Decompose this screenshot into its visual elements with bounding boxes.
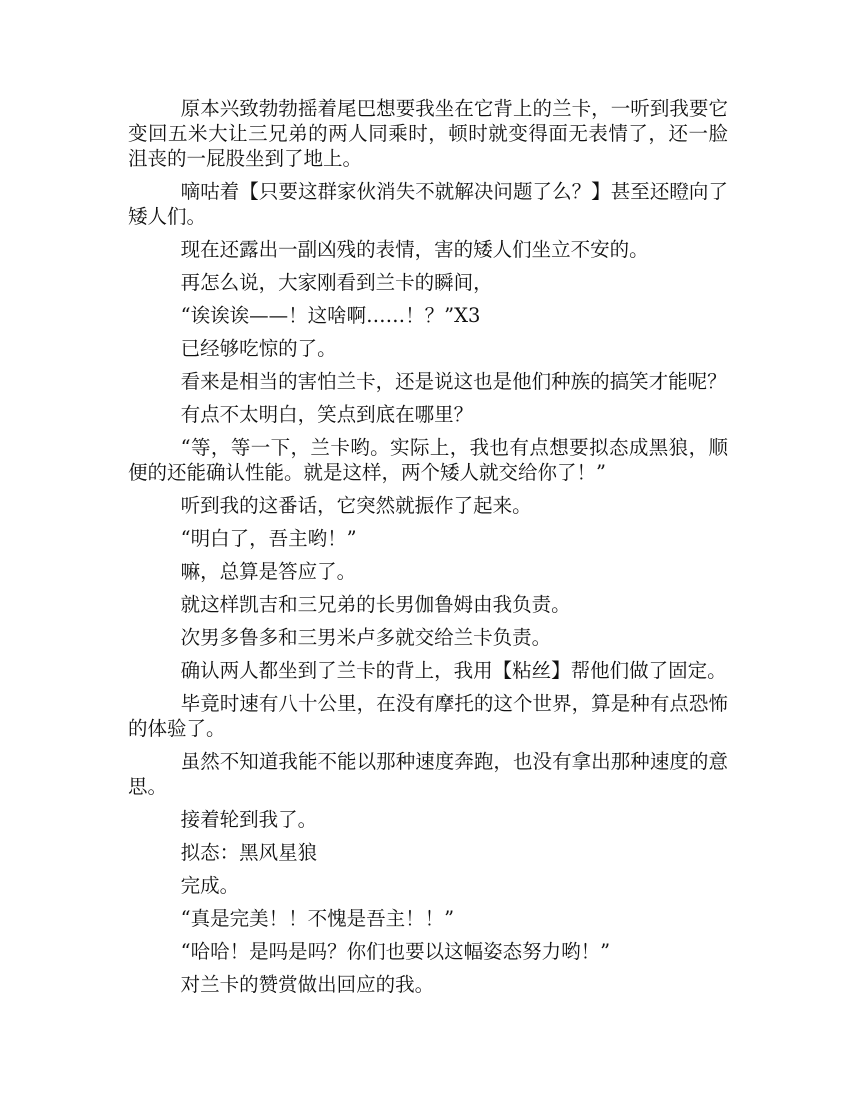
paragraph-7: 看来是相当的害怕兰卡，还是说这也是他们种族的搞笑才能呢？ (180, 370, 727, 393)
paragraph-16: 毕竟时速有八十公里，在没有摩托的这个世界，算是种有点恐怖的体验了。 (128, 692, 728, 740)
paragraph-5: “诶诶诶——！这啥啊……！？”X3 (180, 304, 481, 327)
paragraph-9: “等，等一下，兰卡哟。实际上，我也有点想要拟态成黑狼，顺便的还能确认性能。就是这样，两个矮人就交给你了！” (128, 436, 728, 484)
paragraph-4: 再怎么说，大家刚看到兰卡的瞬间， (180, 271, 493, 294)
paragraph-1: 原本兴致勃勃摇着尾巴想要我坐在它背上的兰卡，一听到我要它变回五米大让三兄弟的两人同乘时，顿时就变得面无表情了，还一脸沮丧的一屁股坐到了地上。 (128, 97, 728, 170)
paragraph-21: “真是完美！！不愧是吾主！！” (180, 907, 455, 930)
paragraph-15: 确认两人都坐到了兰卡的背上，我用【粘丝】帮他们做了固定。 (180, 659, 727, 682)
paragraph-18: 接着轮到我了。 (180, 808, 318, 831)
paragraph-8: 有点不太明白，笑点到底在哪里？ (180, 403, 474, 426)
paragraph-10: 听到我的这番话，它突然就振作了起来。 (180, 494, 532, 517)
body-text (128, 96, 728, 1005)
paragraph-17: 虽然不知道我能不能以那种速度奔跑，也没有拿出那种速度的意思。 (128, 750, 728, 798)
paragraph-19: 拟态：黑风星狼 (180, 841, 318, 864)
paragraph-11: “明白了，吾主哟！” (180, 527, 357, 550)
paragraph-20: 完成。 (180, 874, 240, 897)
paragraph-14: 次男多鲁多和三男米卢多就交给兰卡负责。 (180, 626, 552, 649)
paragraph-3: 现在还露出一副凶残的表情，害的矮人们坐立不安的。 (180, 238, 649, 261)
paragraph-13: 就这样凯吉和三兄弟的长男伽鲁姆由我负责。 (180, 593, 571, 616)
paragraph-23: 对兰卡的赞赏做出回应的我。 (180, 973, 435, 996)
paragraph-2: 嘀咕着【只要这群家伙消失不就解决问题了么？】甚至还瞪向了矮人们。 (128, 180, 728, 228)
paragraph-22: “哈哈！是吗是吗？你们也要以这幅姿态努力哟！” (180, 940, 611, 963)
paragraph-12: 嘛，总算是答应了。 (180, 560, 357, 583)
paragraph-6: 已经够吃惊的了。 (180, 337, 337, 360)
